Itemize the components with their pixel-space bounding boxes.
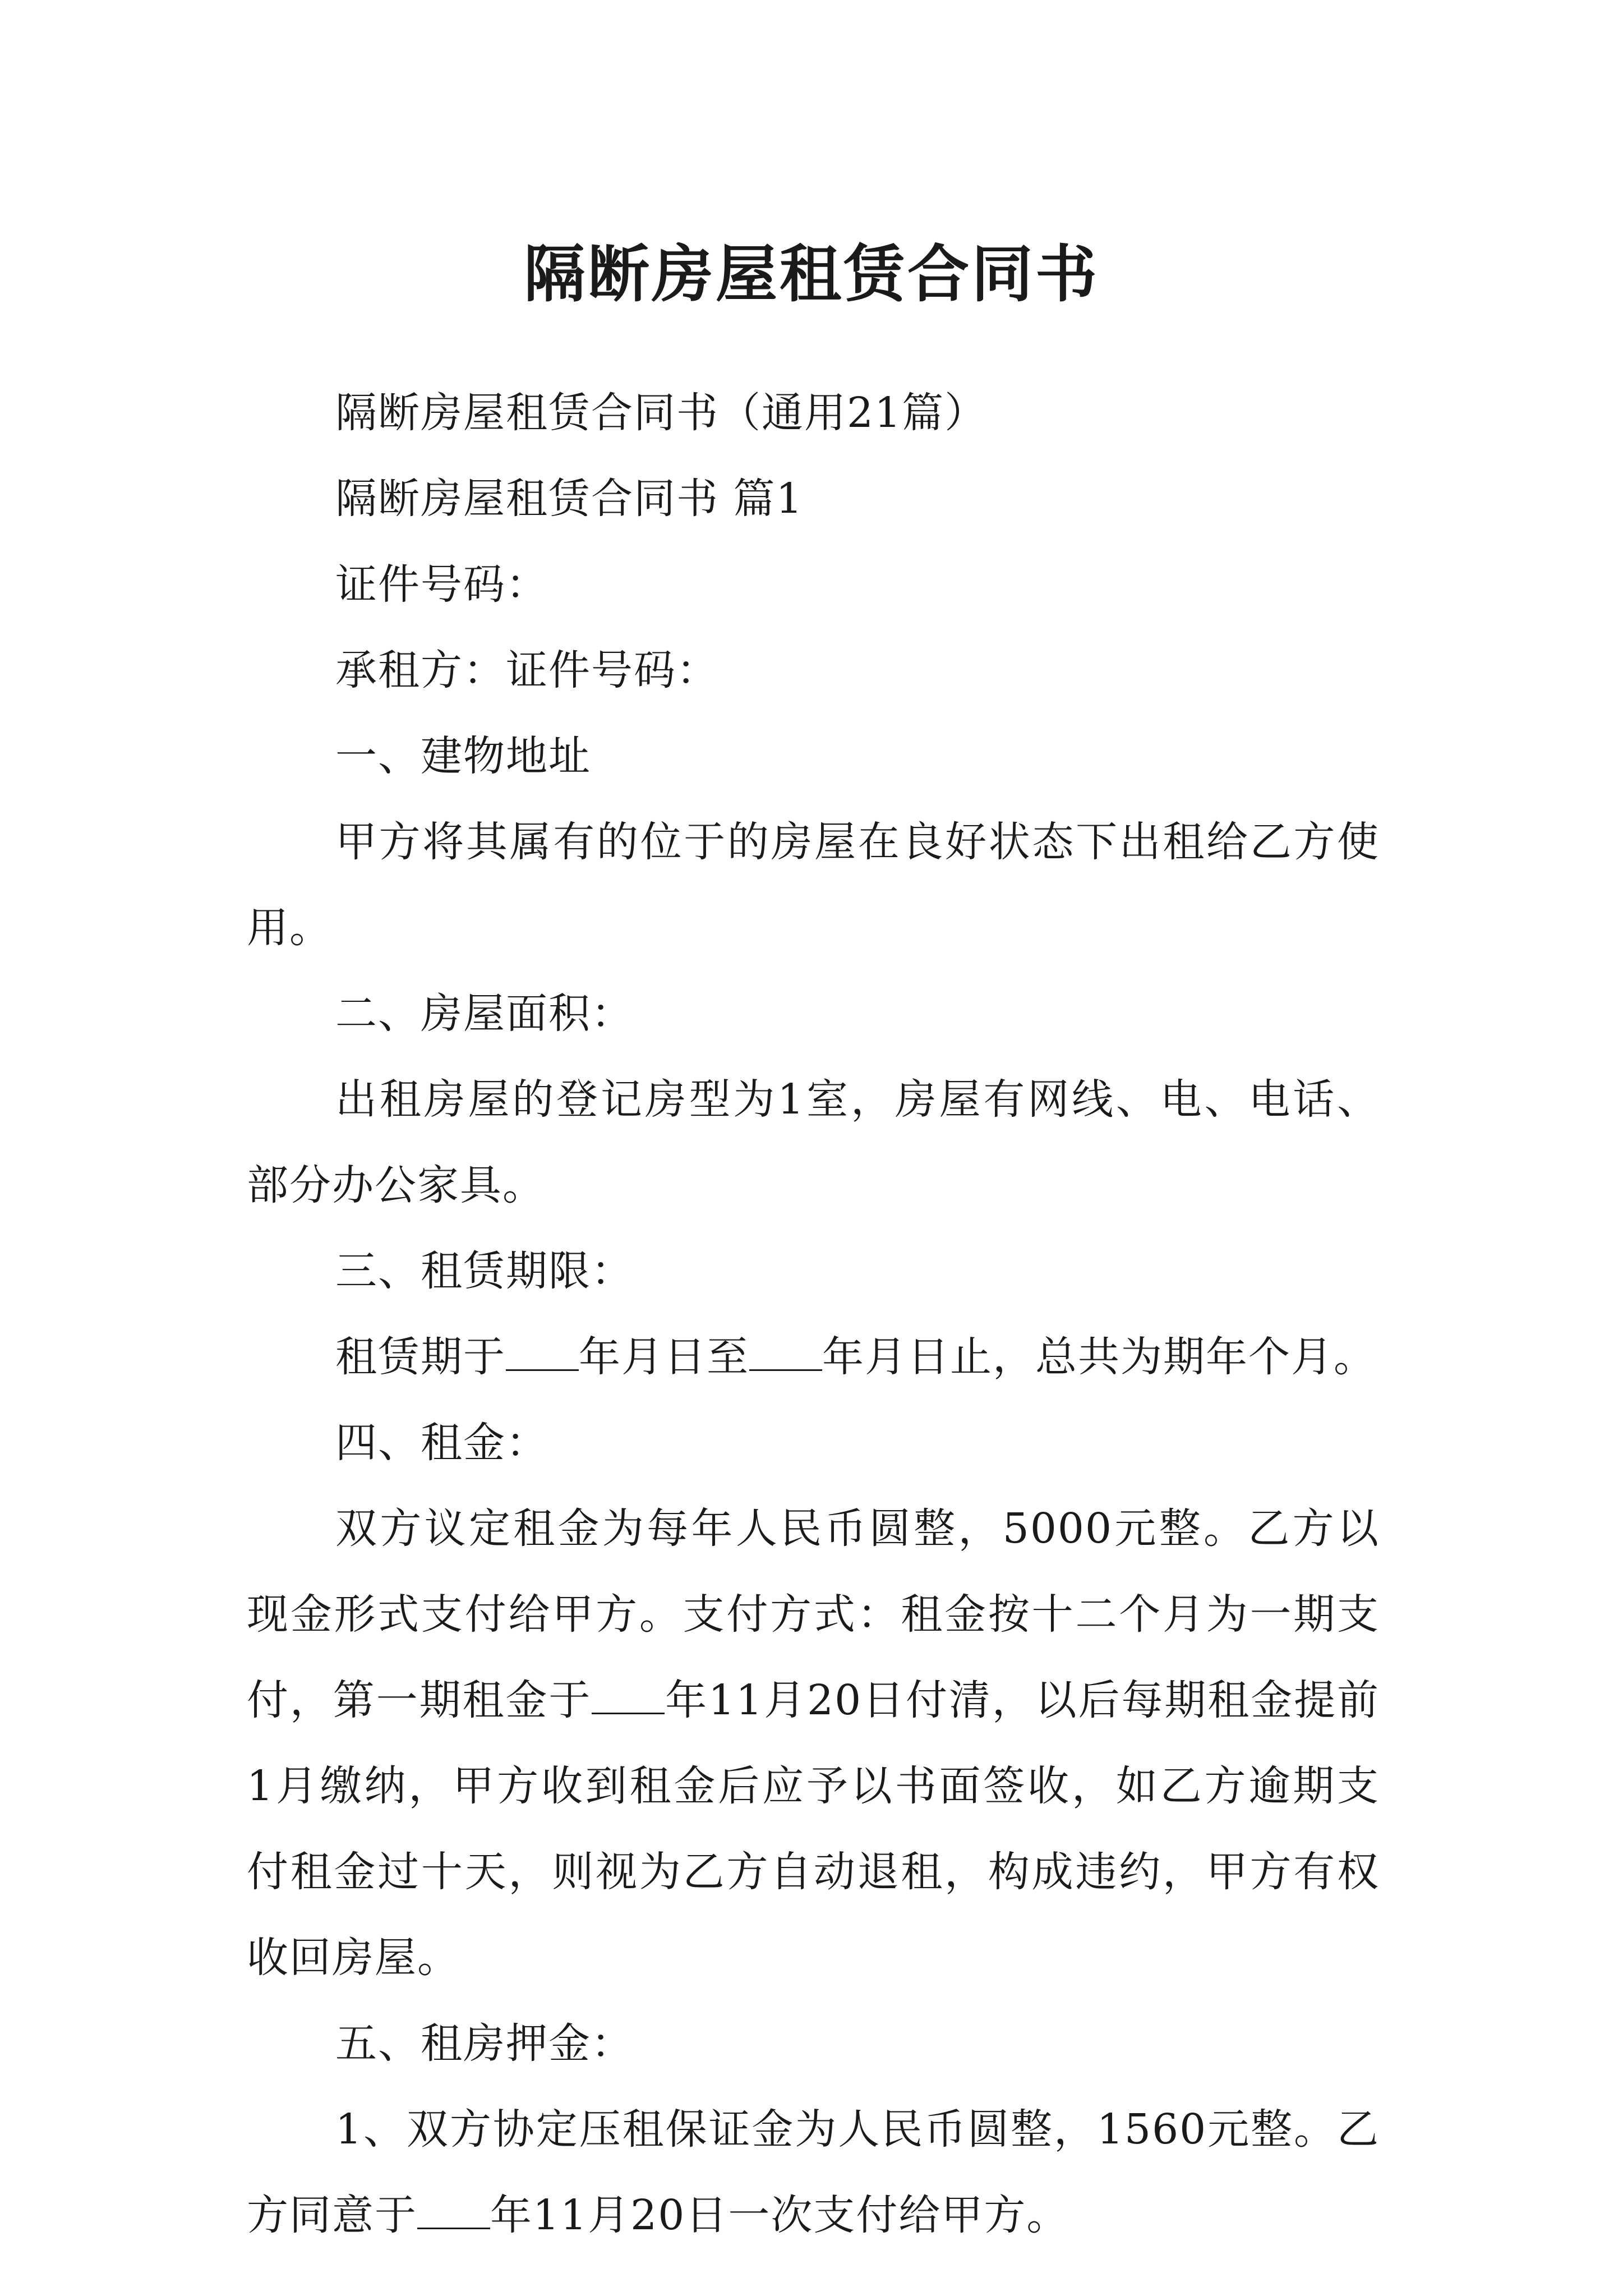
id-number-line: 证件号码： xyxy=(335,560,548,609)
clause-text-area: 出租房屋的登记房型为1室，房屋有网线、电、电话、部分办公家具。 xyxy=(247,1075,1380,1209)
clause-heading-area: 二、房屋面积： xyxy=(335,990,634,1038)
blank-line xyxy=(592,1678,665,1714)
clause-heading-address: 一、建物地址 xyxy=(335,732,591,780)
clause-text-deposit xyxy=(247,2087,1380,2258)
document-subtitle: 隔断房屋租赁合同书（通用21篇） xyxy=(335,389,988,437)
blank-line xyxy=(506,1335,579,1371)
rent-text-1: 双方议定租金为每年人民币圆整，5000元整。乙方以现金形式支付给甲方。支付方式：租金按十二个月为一期支付，第一期租金于 xyxy=(247,1504,1380,1724)
section-heading-part-1: 隔断房屋租赁合同书 篇1 xyxy=(335,475,804,523)
clause-heading-deposit: 五、租房押金： xyxy=(335,2019,634,2068)
clause-heading-term: 三、租赁期限： xyxy=(335,1247,634,1295)
lessee-line: 承租方：证件号码： xyxy=(335,646,719,694)
deposit-text-2: 年11月20日一次支付给甲方。 xyxy=(490,2191,1069,2239)
blank-line xyxy=(417,2193,490,2229)
clause-text-address: 甲方将其属有的位于的房屋在良好状态下出租给乙方使用。 xyxy=(247,818,1380,952)
term-text-2: 年月日至 xyxy=(579,1333,749,1381)
deposit-text-1: 1、双方协定压租保证金为人民币圆整，1560元整。乙方同意于 xyxy=(247,2105,1380,2239)
document-body xyxy=(247,370,1380,2258)
clause-heading-rent: 四、租金： xyxy=(335,1419,548,1467)
term-text-1: 租赁期于 xyxy=(335,1333,506,1381)
blank-line xyxy=(749,1335,822,1371)
document-title: 隔断房屋租赁合同书 xyxy=(524,237,1099,310)
term-text-3: 年月日止，总共为期年个月。 xyxy=(822,1333,1376,1381)
clause-text-term xyxy=(247,1314,1380,1400)
clause-text-rent xyxy=(247,1486,1380,2001)
rent-text-2: 年11月20日付清，以后每期租金提前1月缴纳，甲方收到租金后应予以书面签收，如乙方逾期支付租金过十天，则视为乙方自动退租，构成违约，甲方有权收回房屋。 xyxy=(247,1676,1380,1982)
